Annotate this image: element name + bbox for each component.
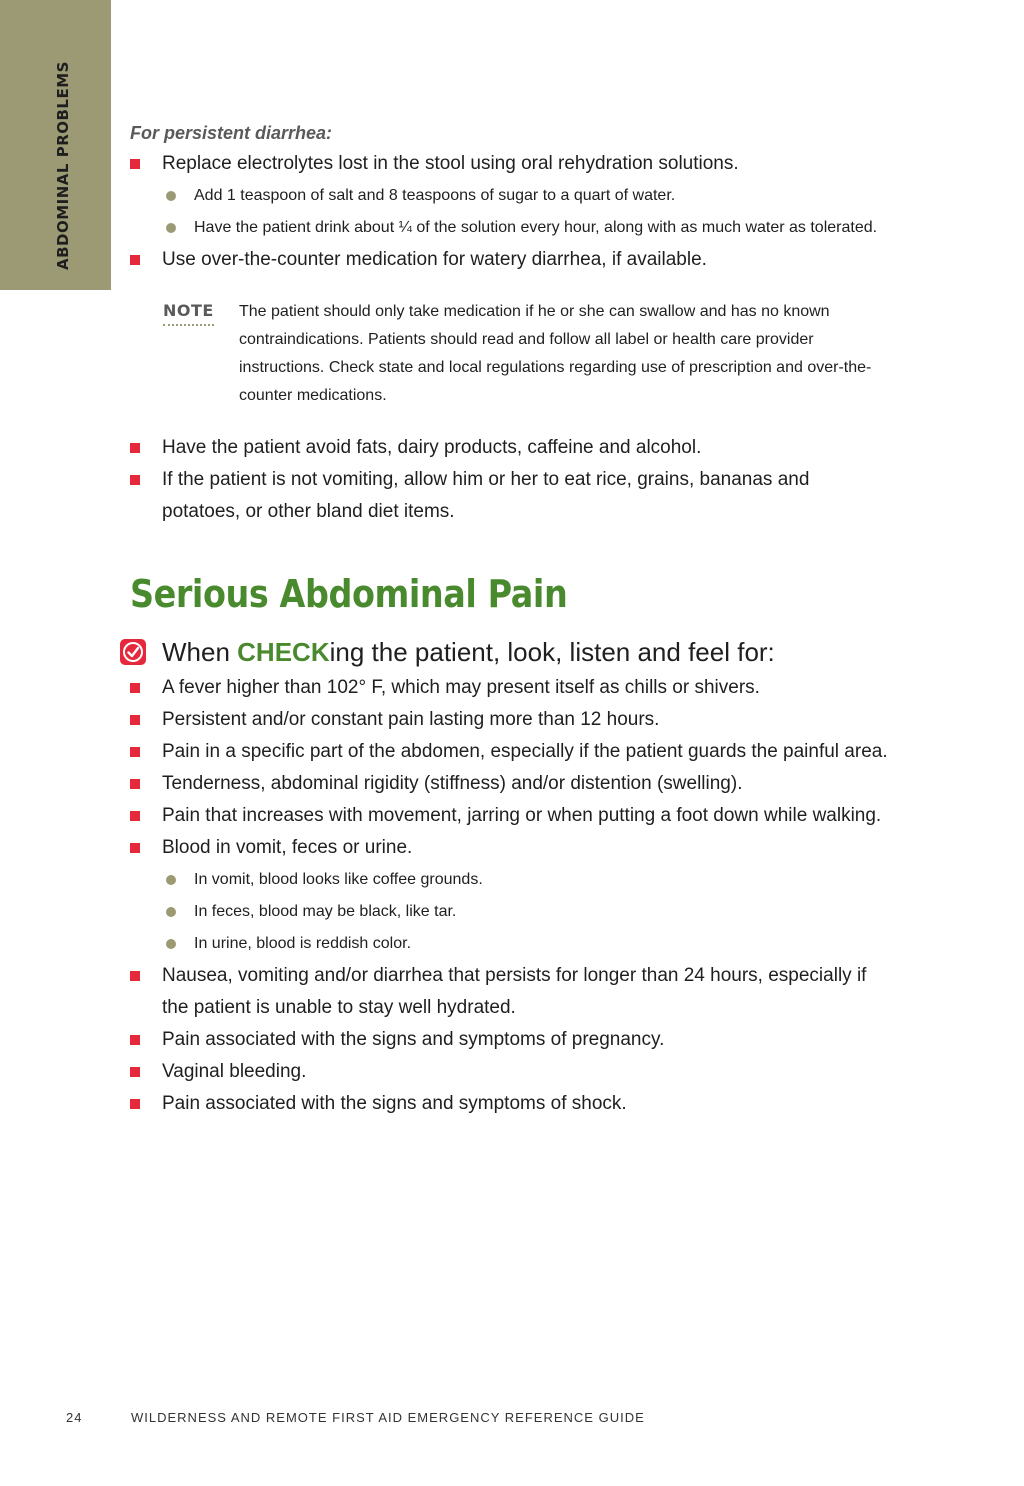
list-item: Have the patient avoid fats, dairy products, caffeine and alcohol.	[130, 432, 890, 464]
sub-list-item: In vomit, blood looks like coffee grounds.	[130, 864, 890, 896]
list-item: Use over-the-counter medication for watery diarrhea, if available.	[130, 244, 890, 276]
note-text: The patient should only take medication if he or she can swallow and has no known contraindications. Patients should read and follow all label or health care provider instructions. Check state and local regulations regarding use of prescription and over-the-counter medications.	[239, 303, 872, 404]
list-item: Pain in a specific part of the abdomen, especially if the patient guards the painful area.	[130, 736, 890, 768]
page-footer	[0, 1410, 1024, 1430]
check-prefix: When	[162, 637, 238, 667]
symptom-list	[130, 672, 890, 1120]
check-suffix: ing the patient, look, listen and feel for:	[329, 637, 775, 667]
list-item: Pain associated with the signs and symptoms of pregnancy.	[130, 1024, 890, 1056]
subheading: For persistent diarrhea:	[130, 123, 333, 143]
list-item: Vaginal bleeding.	[130, 1056, 890, 1088]
sub-list-item: Add 1 teaspoon of salt and 8 teaspoons of sugar to a quart of water.	[130, 180, 890, 212]
sub-list-item: In urine, blood is reddish color.	[130, 928, 890, 960]
check-keyword: CHECK	[237, 637, 330, 667]
diet-list	[130, 432, 890, 528]
note-label: NOTE	[163, 298, 214, 326]
checkmark-icon	[120, 639, 146, 665]
diarrhea-list	[130, 148, 890, 276]
list-item: Nausea, vomiting and/or diarrhea that persists for longer than 24 hours, especially if the patient is unable to stay well hydrated.	[130, 960, 890, 1024]
sub-list-item: Have the patient drink about ¼ of the solution every hour, along with as much water as tolerated.	[130, 212, 890, 244]
list-item: If the patient is not vomiting, allow him or her to eat rice, grains, bananas and potatoes, or other bland diet items.	[130, 464, 890, 528]
note-box	[130, 298, 890, 410]
sub-list-item: In feces, blood may be black, like tar.	[130, 896, 890, 928]
page-number: 24	[66, 1410, 83, 1425]
list-item: A fever higher than 102° F, which may present itself as chills or shivers.	[130, 672, 890, 704]
list-item: Pain associated with the signs and symptoms of shock.	[130, 1088, 890, 1120]
list-item: Pain that increases with movement, jarring or when putting a foot down while walking.	[130, 800, 890, 832]
list-item: Tenderness, abdominal rigidity (stiffness) and/or distention (swelling).	[130, 768, 890, 800]
footer-title: WILDERNESS AND REMOTE FIRST AID EMERGENCY REFERENCE GUIDE	[131, 1410, 645, 1425]
page-content	[130, 118, 890, 1120]
list-item: Replace electrolytes lost in the stool using oral rehydration solutions.	[130, 148, 890, 180]
list-item: Blood in vomit, feces or urine.	[130, 832, 890, 864]
section-tab-label: ABDOMINAL PROBLEMS	[54, 61, 72, 270]
check-heading	[130, 634, 890, 670]
list-item: Persistent and/or constant pain lasting more than 12 hours.	[130, 704, 890, 736]
section-title: Serious Abdominal Pain	[130, 572, 568, 616]
